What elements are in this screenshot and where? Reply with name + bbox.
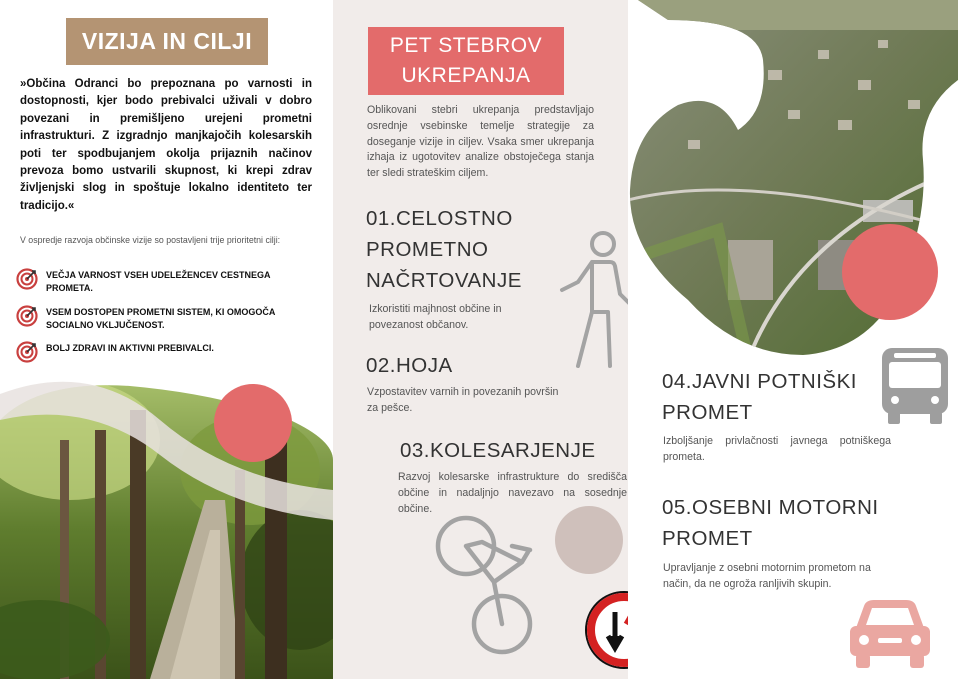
pillar-5-text: Upravljanje z osebni motornim prometom na način, da ne ogroža ranljivih skupin. xyxy=(663,562,871,590)
pillars-intro: Oblikovani stebri ukrepanja predstavljajo osrednje vsebinske temelje strategije za doseganje vizije in ciljev. Vsaka smer ukrepanja izhaja iz ugotovitev analize obstoječega stanja ter sledi strateškim ciljem. xyxy=(367,104,594,180)
pillars-title xyxy=(368,27,564,95)
car-icon xyxy=(848,598,932,670)
goal-item-3 xyxy=(16,341,316,363)
pillar-2-title: 02.HOJA xyxy=(366,354,453,377)
goal-item-2 xyxy=(16,305,316,332)
target-icon xyxy=(16,305,38,327)
pillars-title-line2: UKREPANJA xyxy=(401,64,531,87)
pillar-1-title: 01.CELOSTNO PROMETNO NAČRTOVANJE xyxy=(366,207,522,292)
pillar-4-text: Izboljšanje privlačnosti javnega potniškega prometa. xyxy=(663,435,891,463)
pillar-1-text: Izkoristiti majhnost občine in povezanost občanov. xyxy=(369,303,502,331)
pedestrian-icon xyxy=(548,226,638,376)
pillars-title-line1: PET STEBROV xyxy=(389,34,543,57)
goal-item-1 xyxy=(16,268,316,295)
bus-icon xyxy=(880,346,950,426)
pillar-3-title: 03.KOLESARJENJE xyxy=(400,439,596,462)
goal-text: VSEM DOSTOPEN PROMETNI SISTEM, KI OMOGOČA SOCIALNO VKLJUČENOST. xyxy=(46,307,276,330)
goal-text: BOLJ ZDRAVI IN AKTIVNI PREBIVALCI. xyxy=(46,343,214,353)
decor-circle-red xyxy=(213,383,293,463)
goal-text: VEČJA VARNOST VSEH UDELEŽENCEV CESTNEGA PROMETA. xyxy=(46,270,271,293)
pillar-4-title: 04.JAVNI POTNIŠKI PROMET xyxy=(662,370,857,424)
pillar-5-title: 05.OSEBNI MOTORNI PROMET xyxy=(662,496,879,550)
target-icon xyxy=(16,268,38,290)
pillar-2-text: Vzpostavitev varnih in povezanih površin za pešce. xyxy=(367,386,559,414)
goals-intro: V ospredje razvoja občinske vizije so postavljeni trije prioritetni cilji: xyxy=(20,235,281,245)
vision-statement: »Občina Odranci bo prepoznana po varnosti in dostopnosti, kjer bodo prebivalci uživali v dobro povezani in premišljeno urejeni prometni infrastrukturi. Z izgradnjo manjkajočih kolesarskih poti ter spodbujanjem okolja prijaznih načinov prevoza bomo ustvarili skupnost, ki krepi zdrav življenjski slog in spoštuje lokalno identiteto ter tradicijo.« xyxy=(20,78,312,212)
target-icon xyxy=(16,341,38,363)
bicycle-icon xyxy=(432,512,542,662)
pillar-3-text: Razvoj kolesarske infrastrukture do središča občine in nadaljnjo navezavo na sosednje občine. xyxy=(398,471,627,515)
vision-title: VIZIJA IN CILJI xyxy=(66,18,268,65)
